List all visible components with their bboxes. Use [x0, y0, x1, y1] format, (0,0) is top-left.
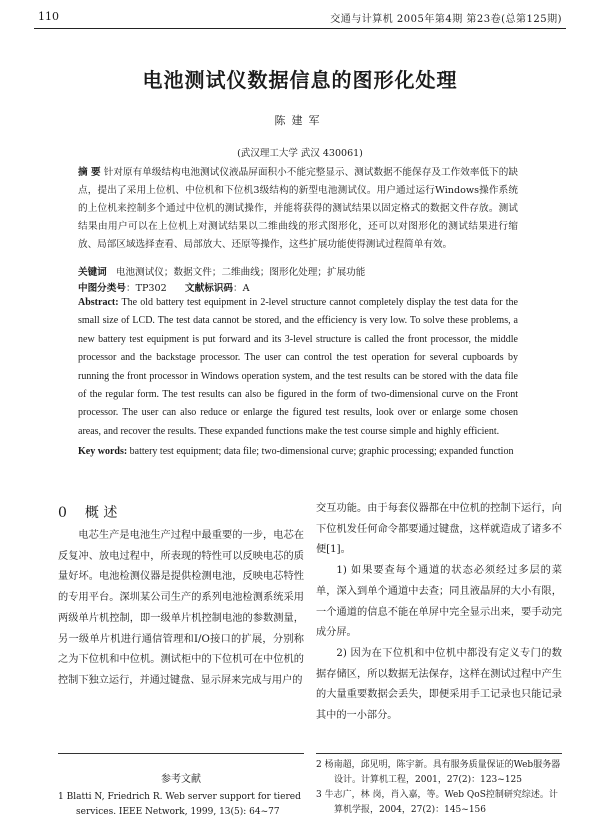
doc-code-label: 文献标识码 — [185, 283, 234, 294]
classification: 中图分类号：TP302 文献标识码：A — [78, 283, 250, 294]
affiliation: (武汉理工大学 武汉 430061) — [237, 148, 363, 159]
page-number: 110 — [38, 10, 59, 23]
body-right-column — [316, 499, 562, 727]
abstract-cn-label: 摘 要 — [78, 167, 101, 178]
references-right — [316, 758, 562, 818]
keywords-cn-label: 关键词 — [78, 267, 107, 278]
footnote-rule-left — [58, 753, 304, 754]
header-rule — [34, 28, 566, 29]
right-continuation: 交互功能。由于每套仪器都在中位机的控制下运行，向下位机发任何命令都要通过键盘，这样就造成了诸多不便[1]。 — [316, 503, 562, 556]
keywords-cn — [78, 264, 518, 278]
journal-info: 交通与计算机 2005年第4期 第23卷(总第125期) — [330, 14, 562, 25]
author: 陈建军 — [274, 114, 326, 127]
body-left-column: 电芯生产是电池生产过程中最重要的一步，电芯在反复冲、放电过程中，所表现的特性可以反映电芯的质量好坏。电池检测仪器是提供检测电池，反映电芯特性的专用平台。深圳某公司生产的系列电池检测系统采用两级单片机控制，即一级单片机控制电池的参数测量，另一级单片机进行通信管理和I/O接口的扩展，分别称之为下位机和中位机。测试柜中的下位机可在中位机的控制下独立运行，并通过键盘、显示屏来完成与用户的 — [58, 530, 304, 686]
doc-code-value: A — [242, 283, 250, 294]
reference-item: 3 牛志广，林 岗，肖入嘉，等。Web QoS控制研究综述。计算机学报，2004，27(2)：145~156 — [316, 790, 558, 815]
reference-item: 1 Blatti N, Friedrich R. Web server support for tiered services. IEEE Network, 1999, 13(5): 64~77 — [58, 792, 301, 817]
abstract-en-text: The old battery test equipment in 2-level structure cannot completely display the test data for the small size of LCD. The test data cannot be stored, and the efficiency is very low. To solve these problems, a new battery test equipment is put forward and its 3-level structure is called the front processor, the middle processor and the backstage processor. The user can control the test operation for several cupboards by running the front processor in Windows operation system, and the test results can be stored with the data file of the regular form. The test results can also be figured in the form of two-dimensional curve on the Front processor. The user can also reduce or enlarge the figured test results, look over or enlarge some chosen areas, and recover the results. These expanded functions make the test course simple and highly efficient. — [78, 297, 518, 437]
keywords-en — [78, 443, 518, 461]
keywords-cn-text: 电池测试仪；数据文件；二维曲线；图形化处理；扩展功能 — [115, 267, 366, 278]
abstract-cn-text: 针对原有单级结构电池测试仪液晶屏面积小不能完整显示、测试数据不能保存及工作效率低下的缺点，提出了采用上位机、中位机和下位机3级结构的新型电池测试仪。用户通过运行Windows操作系统的上位机来控制多个通过中位机的测试操作，并能将获得的测试结果以固定格式的数据文件存放。测试结果由用户可以在上位机上对测试结果以二维曲线的形式图形化，还可以对图形化的测试结果进行缩放、局部区域选择查看、局部放大、还原等操作，这些扩展功能使得测试过程简单有效。 — [78, 167, 518, 250]
references-title: 参考文献 — [161, 774, 201, 785]
right-paragraph-1: 1) 如果要查每个通道的状态必须经过多层的菜单，深入到单个通道中去查；同且液晶屏的大小有限，一个通道的信息不能在单屏中完全显示出来，要手动完成分屏。 — [316, 565, 562, 639]
abstract-en — [78, 294, 518, 441]
reference-item: 2 杨南超，邱见明，陈宇新。具有服务质量保证的Web服务器设计。计算机工程，2001，27(2)：123~125 — [316, 760, 561, 785]
right-paragraph-2: 2) 因为在下位机和中位机中都没有定义专门的数据存储区，所以数据无法保存，这样在测试过程中产生的大量重要数据会丢失，即便采用手工记录也只能记录其中的一小部分。 — [316, 647, 562, 722]
abstract-cn — [78, 164, 518, 254]
paper-title: 电池测试仪数据信息的图形化处理 — [142, 68, 458, 92]
abstract-en-label: Abstract: — [78, 297, 119, 308]
section-title: 概 述 — [84, 505, 118, 521]
keywords-en-label: Key words: — [78, 446, 128, 457]
keywords-en-text: battery test equipment; data file; two-dimensional curve; graphic processing; expanded function — [129, 446, 514, 457]
section-number: 0 — [58, 505, 67, 521]
classification-label: 中图分类号 — [78, 283, 126, 294]
classification-value: TP302 — [135, 283, 167, 294]
footnote-rule-right — [316, 753, 562, 754]
section-heading — [58, 502, 117, 522]
